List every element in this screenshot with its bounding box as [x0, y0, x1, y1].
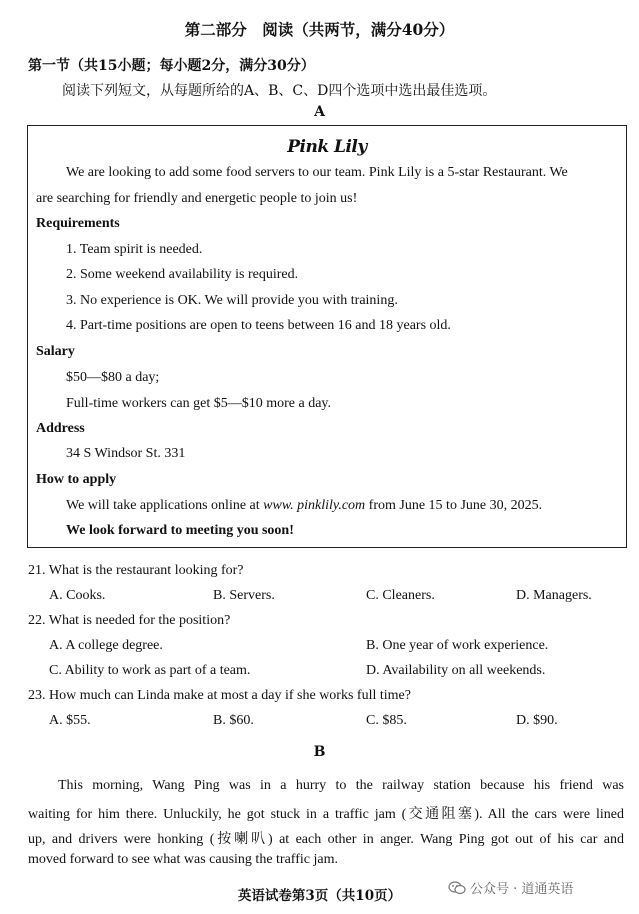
passage-b-letter: B [313, 744, 326, 760]
ad-box [27, 125, 627, 548]
part-title: 第二部分 阅读（共两节，满分40分） [184, 20, 455, 39]
closing-line: We look forward to meeting you soon! [66, 523, 294, 538]
ad-intro-line2: are searching for friendly and energetic people to join us! [36, 191, 358, 206]
ad-title: Pink Lily [287, 137, 367, 157]
option: D. $90. [516, 713, 558, 728]
passage-b-line: waiting for him there. Unluckily, he got stuck in a traffic jam (交通阻塞). All the cars were lined [28, 807, 624, 822]
requirement-item: 1. Team spirit is needed. [66, 242, 203, 257]
requirement-item: 3. No experience is OK. We will provide you with training. [66, 293, 398, 308]
passage-b-line: This morning, Wang Ping was in a hurry to the railway station because his friend was [58, 778, 624, 793]
requirement-item: 2. Some weekend availability is required. [66, 267, 299, 282]
apply-line [66, 498, 542, 514]
requirements-heading: Requirements [36, 216, 120, 231]
section-title: 第一节（共15小题；每小题2分，满分30分） [28, 58, 315, 74]
question-stem: 21. What is the restaurant looking for? [28, 563, 244, 578]
watermark [448, 878, 573, 897]
passage-b-line: moved forward to see what was causing the traffic jam. [28, 852, 338, 867]
address-text: 34 S Windsor St. 331 [66, 446, 186, 461]
wechat-icon [448, 881, 466, 895]
salary-line1: $50—$80 a day; [66, 370, 160, 385]
option: A. Cooks. [49, 588, 106, 603]
option: B. One year of work experience. [366, 638, 549, 653]
apply-post: from June 15 to June 30, 2025. [365, 498, 543, 513]
option: B. $60. [213, 713, 254, 728]
watermark-text: 公众号 · 道通英语 [470, 882, 574, 897]
passage-b-line: up, and drivers were honking (按喇叭) at each other in anger. Wang Ping got out of his car and [28, 832, 624, 847]
passage-a-letter: A [314, 104, 325, 120]
address-heading: Address [36, 421, 85, 436]
apply-heading: How to apply [36, 472, 117, 487]
salary-line2: Full-time workers can get $5—$10 more a day. [66, 396, 332, 411]
option: C. Ability to work as part of a team. [49, 663, 251, 678]
option: D. Availability on all weekends. [366, 663, 546, 678]
salary-heading: Salary [36, 344, 75, 359]
ad-intro-line1: We are looking to add some food servers to our team. Pink Lily is a 5-star Restaurant. We [66, 165, 568, 180]
option: B. Servers. [213, 588, 275, 603]
option: A. $55. [49, 713, 91, 728]
apply-pre: We will take applications online at [66, 498, 264, 513]
instruction: 阅读下列短文，从每题所给的A、B、C、D四个选项中选出最佳选项。 [62, 83, 497, 99]
question-stem: 23. How much can Linda make at most a day if she works full time? [28, 688, 411, 703]
option: C. $85. [366, 713, 407, 728]
apply-website: www. pinklily.com [263, 498, 366, 513]
option: A. A college degree. [49, 638, 163, 653]
page-footer: 英语试卷第3页（共10页） [237, 888, 402, 904]
option: D. Managers. [516, 588, 592, 603]
option: C. Cleaners. [366, 588, 435, 603]
requirement-item: 4. Part-time positions are open to teens between 16 and 18 years old. [66, 318, 451, 333]
question-stem: 22. What is needed for the position? [28, 613, 231, 628]
